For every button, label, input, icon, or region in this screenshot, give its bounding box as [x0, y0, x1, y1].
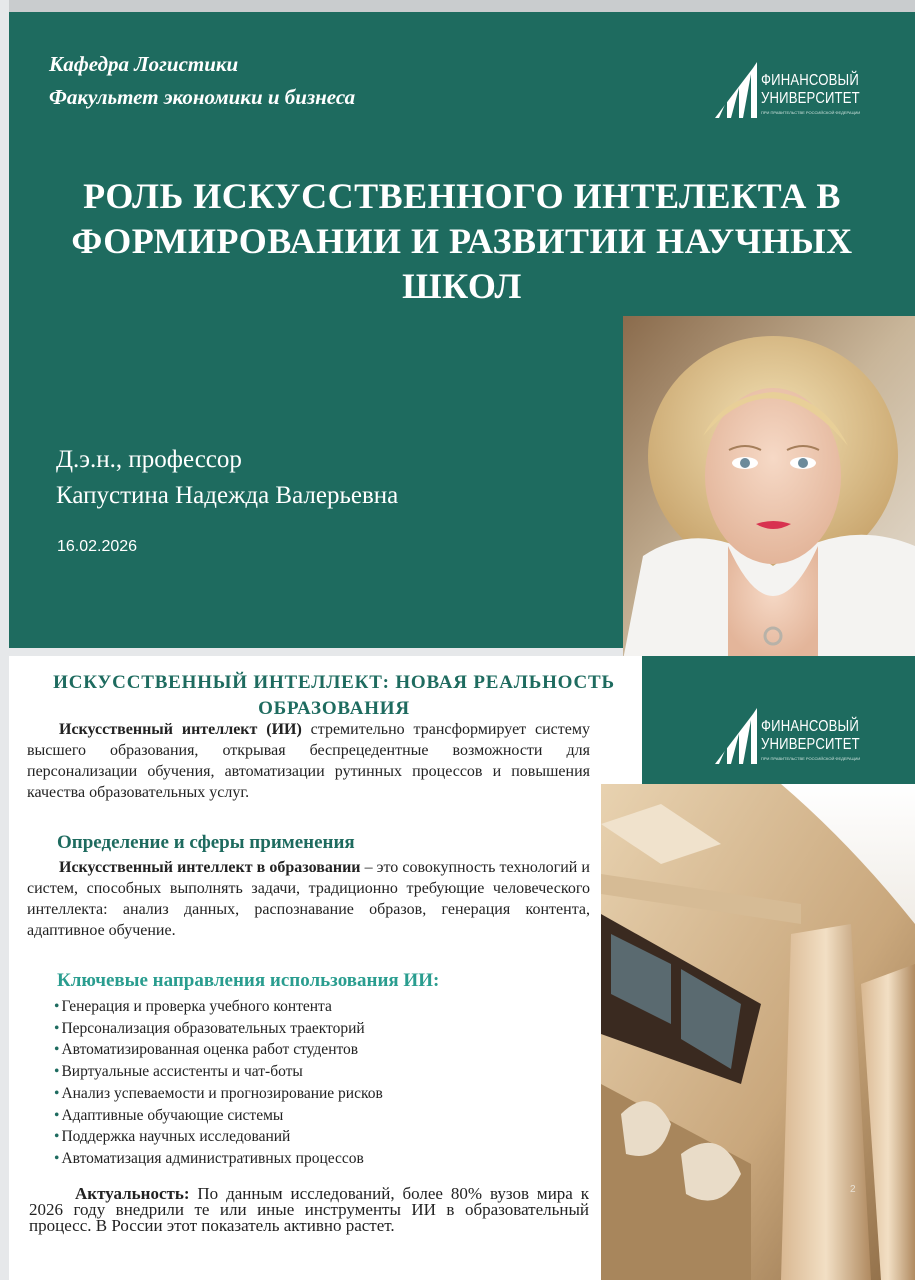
list-item: • Автоматизированная оценка работ студентов — [54, 1039, 383, 1061]
list-item: • Анализ успеваемости и прогнозирование рисков — [54, 1083, 383, 1105]
relevance-text: По данным исследований, более 80% вузов мира к 2026 году внедрили те или иные инструменты ИИ в образовательный процесс. В России этот показатель активно растет. — [29, 1184, 589, 1235]
university-logo-2 — [713, 706, 873, 776]
directions-list — [54, 996, 383, 1170]
definition-paragraph — [27, 857, 590, 941]
logo-line-2: УНИВЕРСИТЕТ — [761, 90, 860, 107]
list-item: • Персонализация образовательных траекторий — [54, 1018, 383, 1040]
relevance-bold: Актуальность: — [75, 1184, 190, 1203]
list-item: • Автоматизация административных процессов — [54, 1148, 383, 1170]
university-logo — [713, 60, 873, 130]
list-item: • Виртуальные ассистенты и чат-боты — [54, 1061, 383, 1083]
definition-text: – это совокупность технологий и систем, способных выполнять задачи, традиционно требующие человеческого интеллекта: анализ данных, распознавание образов, генерация контента, адаптивное обучение. — [27, 859, 590, 939]
author-degree: Д.э.н., профессор — [56, 446, 242, 473]
page-number: 2 — [850, 1184, 856, 1195]
author-block — [56, 442, 398, 514]
presentation-date: 16.02.2026 — [57, 538, 138, 555]
list-item: • Адаптивные обучающие системы — [54, 1105, 383, 1127]
logo-line-3: ПРИ ПРАВИТЕЛЬСТВЕ РОССИЙСКОЙ ФЕДЕРАЦИИ — [761, 110, 861, 115]
logo-line-2: УНИВЕРСИТЕТ — [761, 736, 860, 753]
list-item: • Поддержка научных исследований — [54, 1126, 383, 1148]
author-photo — [623, 316, 915, 660]
list-item: • Генерация и проверка учебного контента — [54, 996, 383, 1018]
relevance-paragraph — [29, 1186, 589, 1234]
building-photo — [601, 784, 915, 1280]
logo-line-1: ФИНАНСОВЫЙ — [761, 718, 859, 735]
title-slide — [9, 0, 915, 648]
logo-line-3: ПРИ ПРАВИТЕЛЬСТВЕ РОССИЙСКОЙ ФЕДЕРАЦИИ — [761, 756, 861, 761]
intro-text: стремительно трансформирует систему высшего образования, открывая беспрецедентные возможности для персонализации обучения, автоматизации рутинных процессов и повышения качества образовательных услуг. — [27, 721, 590, 801]
intro-paragraph — [27, 719, 590, 803]
section-heading-definition: Определение и сферы применения — [57, 832, 355, 853]
section-heading-directions: Ключевые направления использования ИИ: — [57, 970, 440, 991]
definition-bold: Искусственный интеллект в образовании — [59, 859, 361, 876]
logo-line-1: ФИНАНСОВЫЙ — [761, 72, 859, 89]
department-block — [49, 48, 355, 114]
presentation-title: РОЛЬ ИСКУССТВЕННОГО ИНТЕЛЕКТА В ФОРМИРОВАНИИ И РАЗВИТИИ НАУЧНЫХ ШКОЛ — [71, 176, 853, 306]
author-name: Капустина Надежда Валерьевна — [56, 482, 399, 509]
faculty-name: Факультет экономики и бизнеса — [49, 85, 356, 109]
department-name: Кафедра Логистики — [49, 52, 239, 76]
logo-emblem-icon — [713, 706, 763, 766]
logo-emblem-icon — [713, 60, 763, 120]
intro-bold: Искусственный интеллект (ИИ) — [59, 721, 302, 738]
content-slide — [9, 656, 915, 1280]
slide-title: ИСКУССТВЕННЫЙ ИНТЕЛЛЕКТ: НОВАЯ РЕАЛЬНОСТЬ ОБРАЗОВАНИЯ — [53, 672, 615, 719]
